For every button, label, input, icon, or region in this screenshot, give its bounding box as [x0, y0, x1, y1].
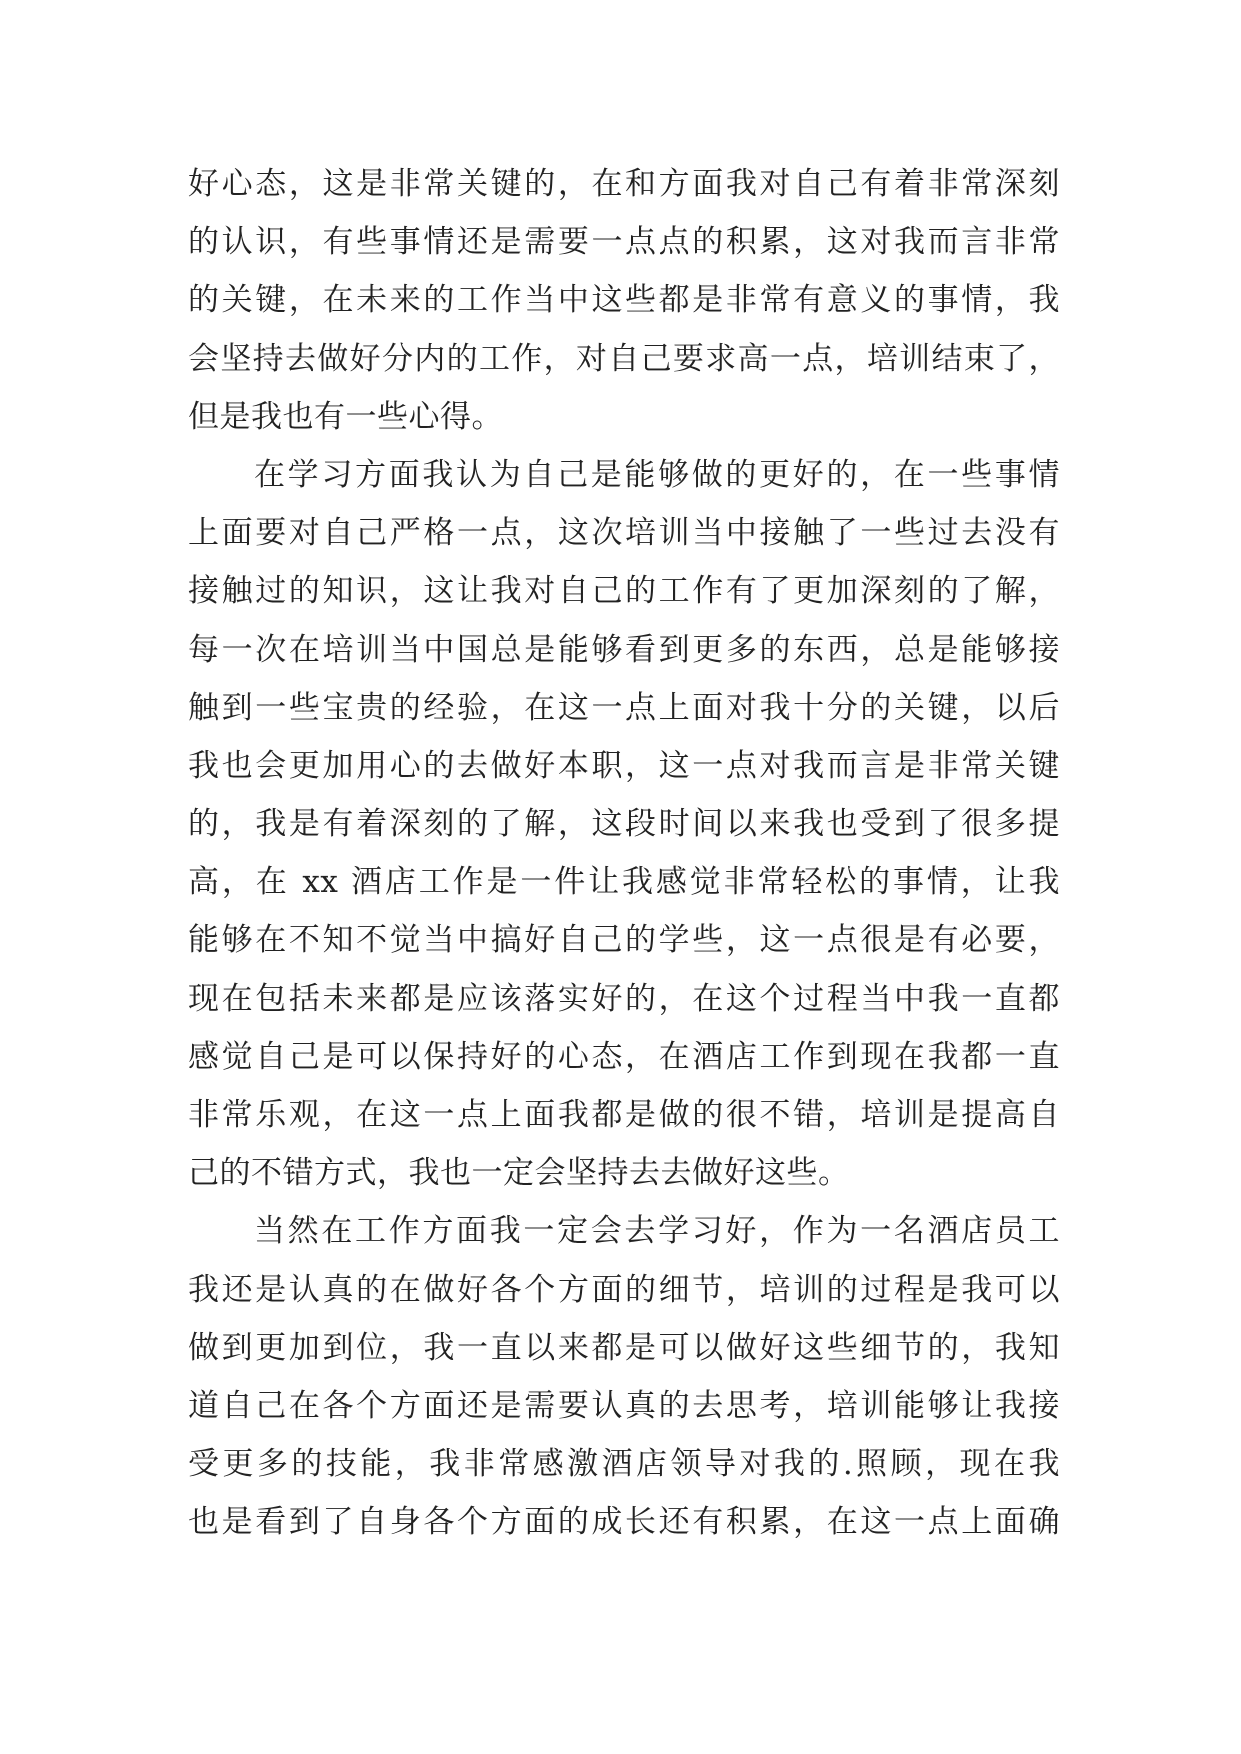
text-line: 上面要对自己严格一点，这次培训当中接触了一些过去没有: [188, 515, 1060, 552]
body-text: [188, 155, 1060, 1552]
text-line: 能够在不知不觉当中搞好自己的学些，这一点很是有必要，: [188, 922, 1060, 959]
text-line: 非常乐观，在这一点上面我都是做的很不错，培训是提高自: [188, 1097, 1060, 1133]
text-line: 道自己在各个方面还是需要认真的去思考，培训能够让我接: [188, 1387, 1060, 1424]
text-line: 感觉自己是可以保持好的心态，在酒店工作到现在我都一直: [188, 1038, 1060, 1075]
text-line: 现在包括未来都是应该落实好的，在这个过程当中我一直都: [188, 980, 1060, 1017]
text-line: 做到更加到位，我一直以来都是可以做好这些细节的，我知: [188, 1329, 1060, 1366]
text-line: 的关键，在未来的工作当中这些都是非常有意义的事情，我: [188, 282, 1060, 319]
text-line: 我也会更加用心的去做好本职，这一点对我而言是非常关键: [188, 747, 1060, 784]
text-line: 我还是认真的在做好各个方面的细节，培训的过程是我可以: [188, 1271, 1060, 1308]
text-line: 但是我也有一些心得。: [188, 398, 503, 435]
text-line: 在学习方面我认为自己是能够做的更好的，在一些事情: [254, 456, 1060, 493]
text-line: 的认识，有些事情还是需要一点点的积累，这对我而言非常: [188, 224, 1060, 261]
text-line: 当然在工作方面我一定会去学习好，作为一名酒店员工: [254, 1213, 1060, 1250]
text-line: 接触过的知识，这让我对自己的工作有了更加深刻的了解，: [188, 573, 1060, 610]
text-line: 会坚持去做好分内的工作，对自己要求高一点，培训结束了，: [188, 340, 1060, 377]
text-line: 好心态，这是非常关键的，在和方面我对自己有着非常深刻: [188, 166, 1060, 202]
text-line: 己的不错方式，我也一定会坚持去去做好这些。: [188, 1155, 850, 1192]
text-line: 受更多的技能，我非常感激酒店领导对我的.照顾，现在我: [188, 1446, 1060, 1483]
text-line: 触到一些宝贵的经验，在这一点上面对我十分的关键，以后: [188, 689, 1060, 726]
text-line: 高，在 xx 酒店工作是一件让我感觉非常轻松的事情，让我: [188, 864, 1060, 901]
text-line: 的，我是有着深刻的了解，这段时间以来我也受到了很多提: [188, 806, 1060, 843]
text-line: 每一次在培训当中国总是能够看到更多的东西，总是能够接: [188, 631, 1060, 668]
text-line: 也是看到了自身各个方面的成长还有积累，在这一点上面确: [188, 1504, 1060, 1541]
